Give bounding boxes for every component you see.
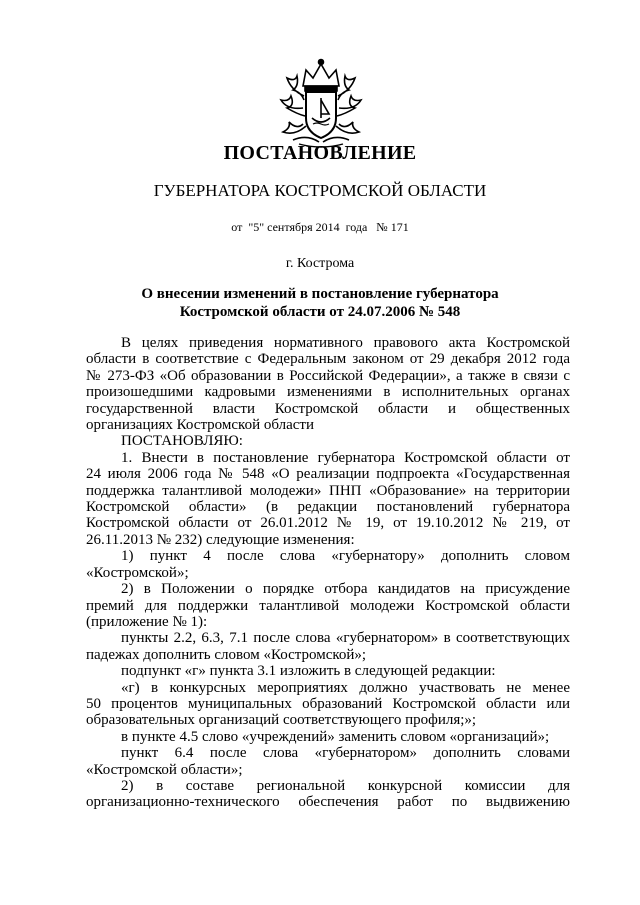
body-line: «г) в конкурсных мероприятиях должно участвовать не менее	[121, 679, 570, 696]
subject-line: О внесении изменений в постановление губернатора	[141, 286, 499, 302]
body-line: В целях приведения нормативного правового акта Костромской	[121, 335, 570, 351]
city: г. Кострома	[285, 256, 355, 271]
body-line: подпункт «г» пункта 3.1 изложить в следующей редакции:	[121, 663, 496, 680]
date-and-number: от "5" сентября 2014 года № 171	[231, 220, 409, 234]
body-line: падежах дополнить словом «Костромской»;	[86, 646, 367, 663]
body-line: 1. Внести в постановление губернатора Костромской области от	[121, 449, 570, 466]
subject-line: Костромской области от 24.07.2006 № 548	[179, 304, 461, 320]
body-line: 26.11.2013 № 232) следующие изменения:	[86, 531, 355, 548]
coat-of-arms-emblem	[273, 56, 369, 150]
body-line: организационно-технического обеспечения работ по выдвижению	[86, 794, 570, 811]
document-title: ПОСТАНОВЛЕНИЕ	[223, 142, 417, 164]
body-line: 2) в Положении о порядке отбора кандидатов на присуждение	[121, 581, 570, 598]
body-line: произошедшими кадровыми изменениями в исполнительных органах	[86, 384, 570, 401]
body-line: 1) пункт 4 после слова «губернатору» дополнить словом	[121, 548, 570, 565]
body-line: 24 июля 2006 года № 548 «О реализации подпроекта «Государственная	[86, 466, 570, 483]
body-line: Костромской области от 26.01.2012 № 19, от 19.10.2012 № 219, от	[86, 515, 570, 532]
subject-heading	[0, 285, 640, 321]
body-line: премий для поддержки талантливой молодежи Костромской области	[86, 597, 570, 614]
body-line: Костромской области» (в редакции постановлений губернатора	[86, 499, 570, 516]
body-line: государственной власти Костромской области и общественных	[86, 400, 570, 417]
body-line: пункты 2.2, 6.3, 7.1 после слова «губернатором» в соответствующих	[121, 630, 570, 647]
body-line: пункт 6.4 после слова «губернатором» дополнить словами	[121, 745, 570, 762]
body-line: «Костромской области»;	[86, 761, 243, 778]
document-body	[86, 335, 570, 811]
body-line: ПОСТАНОВЛЯЮ:	[121, 433, 243, 450]
issuer-heading: ГУБЕРНАТОРА КОСТРОМСКОЙ ОБЛАСТИ	[153, 181, 487, 200]
body-line: (приложение № 1):	[86, 613, 208, 630]
body-line: образовательных организаций соответствующего профиля;»;	[86, 712, 477, 729]
body-line: № 273-ФЗ «Об образовании в Российской Федерации», а также в связи с	[86, 367, 570, 384]
body-line: организациях Костромской области	[86, 417, 314, 434]
body-line: области в соответствие с Федеральным законом от 29 декабря 2012 года	[86, 351, 570, 368]
body-line: поддержка талантливой молодежи» ПНП «Образование» на территории	[86, 482, 570, 499]
body-line: «Костромской»;	[86, 564, 189, 581]
body-line: 2) в составе региональной конкурсной комиссии для	[121, 777, 570, 794]
body-line: в пункте 4.5 слово «учреждений» заменить словом «организаций»;	[121, 728, 550, 745]
body-line: 50 процентов муниципальных образований Костромской области или	[86, 695, 570, 712]
